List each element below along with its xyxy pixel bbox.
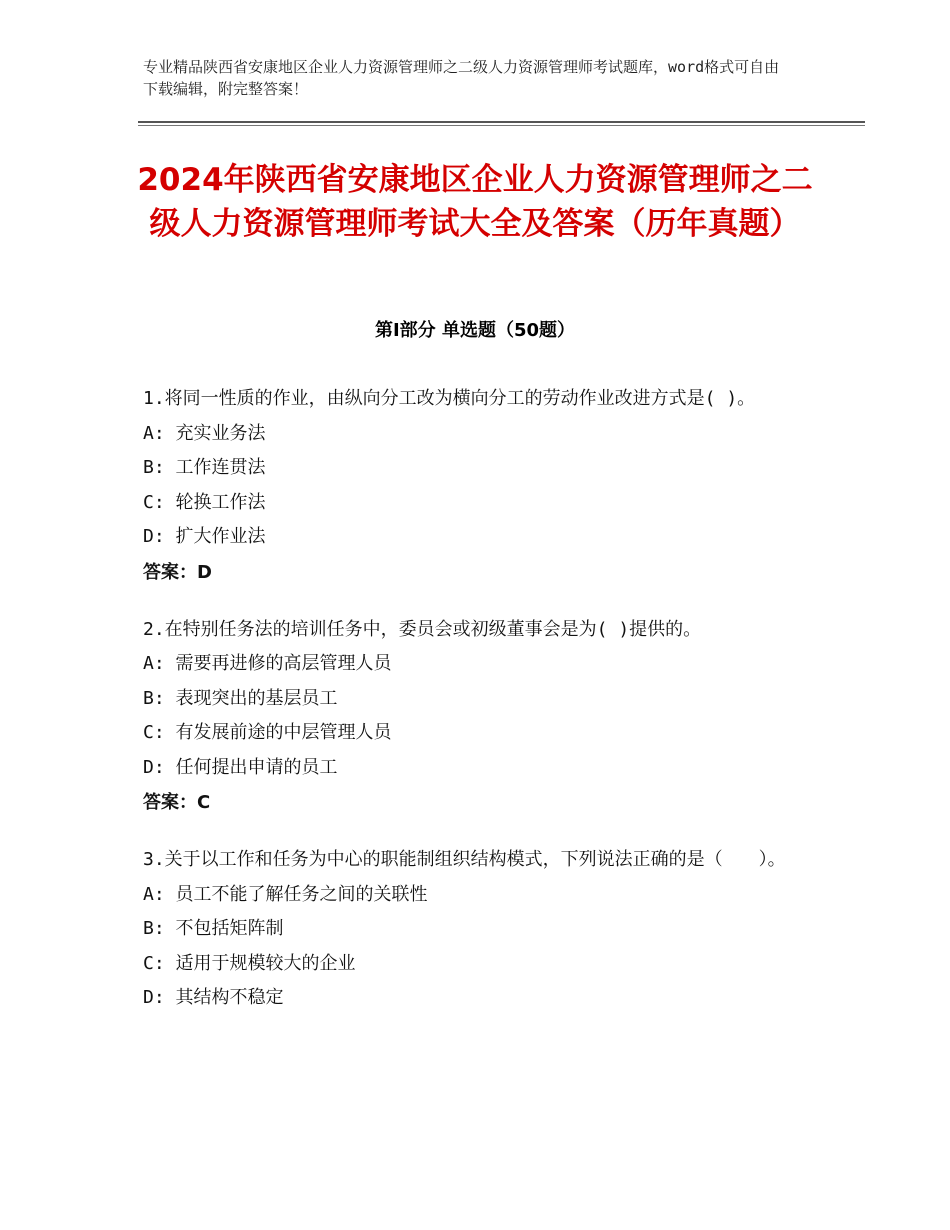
header-note: 专业精品陕西省安康地区企业人力资源管理师之二级人力资源管理师考试题库，word格式可自由下载编辑，附完整答案！: [143, 58, 780, 98]
option-d: D: 扩大作业法: [143, 526, 266, 547]
question-stem: 1.将同一性质的作业，由纵向分工改为横向分工的劳动作业改进方式是( )。: [143, 388, 756, 409]
question-stem: 2.在特别任务法的培训任务中，委员会或初级董事会是为( )提供的。: [143, 618, 702, 640]
section-heading: 第Ⅰ部分 单选题（50题）: [374, 320, 575, 341]
question-list: [143, 382, 823, 1038]
option-b: B: 不包括矩阵制: [143, 918, 284, 939]
option-b: B: 工作连贯法: [143, 457, 266, 478]
option-d: D: 任何提出申请的员工: [143, 756, 338, 778]
option-c: C: 有发展前途的中层管理人员: [143, 722, 392, 743]
answer-text: 答案：C: [143, 792, 211, 813]
question-item: [143, 843, 823, 1016]
header-divider: [138, 121, 865, 123]
answer-text: 答案：D: [143, 561, 212, 583]
option-a: A: 员工不能了解任务之间的关联性: [143, 883, 428, 905]
question-stem: 3.关于以工作和任务为中心的职能制组织结构模式，下列说法正确的是（ ）。: [143, 849, 786, 870]
option-a: A: 充实业务法: [143, 422, 266, 444]
option-b: B: 表现突出的基层员工: [143, 687, 338, 709]
document-title: 2024年陕西省安康地区企业人力资源管理师之二级人力资源管理师考试大全及答案（历年真题）: [137, 162, 813, 242]
header-divider-thin: [138, 125, 865, 126]
question-item: [143, 613, 823, 822]
option-a: A: 需要再进修的高层管理人员: [143, 653, 392, 674]
option-c: C: 适用于规模较大的企业: [143, 952, 356, 974]
question-item: [143, 382, 823, 591]
option-d: D: 其结构不稳定: [143, 987, 284, 1008]
option-c: C: 轮换工作法: [143, 491, 266, 513]
